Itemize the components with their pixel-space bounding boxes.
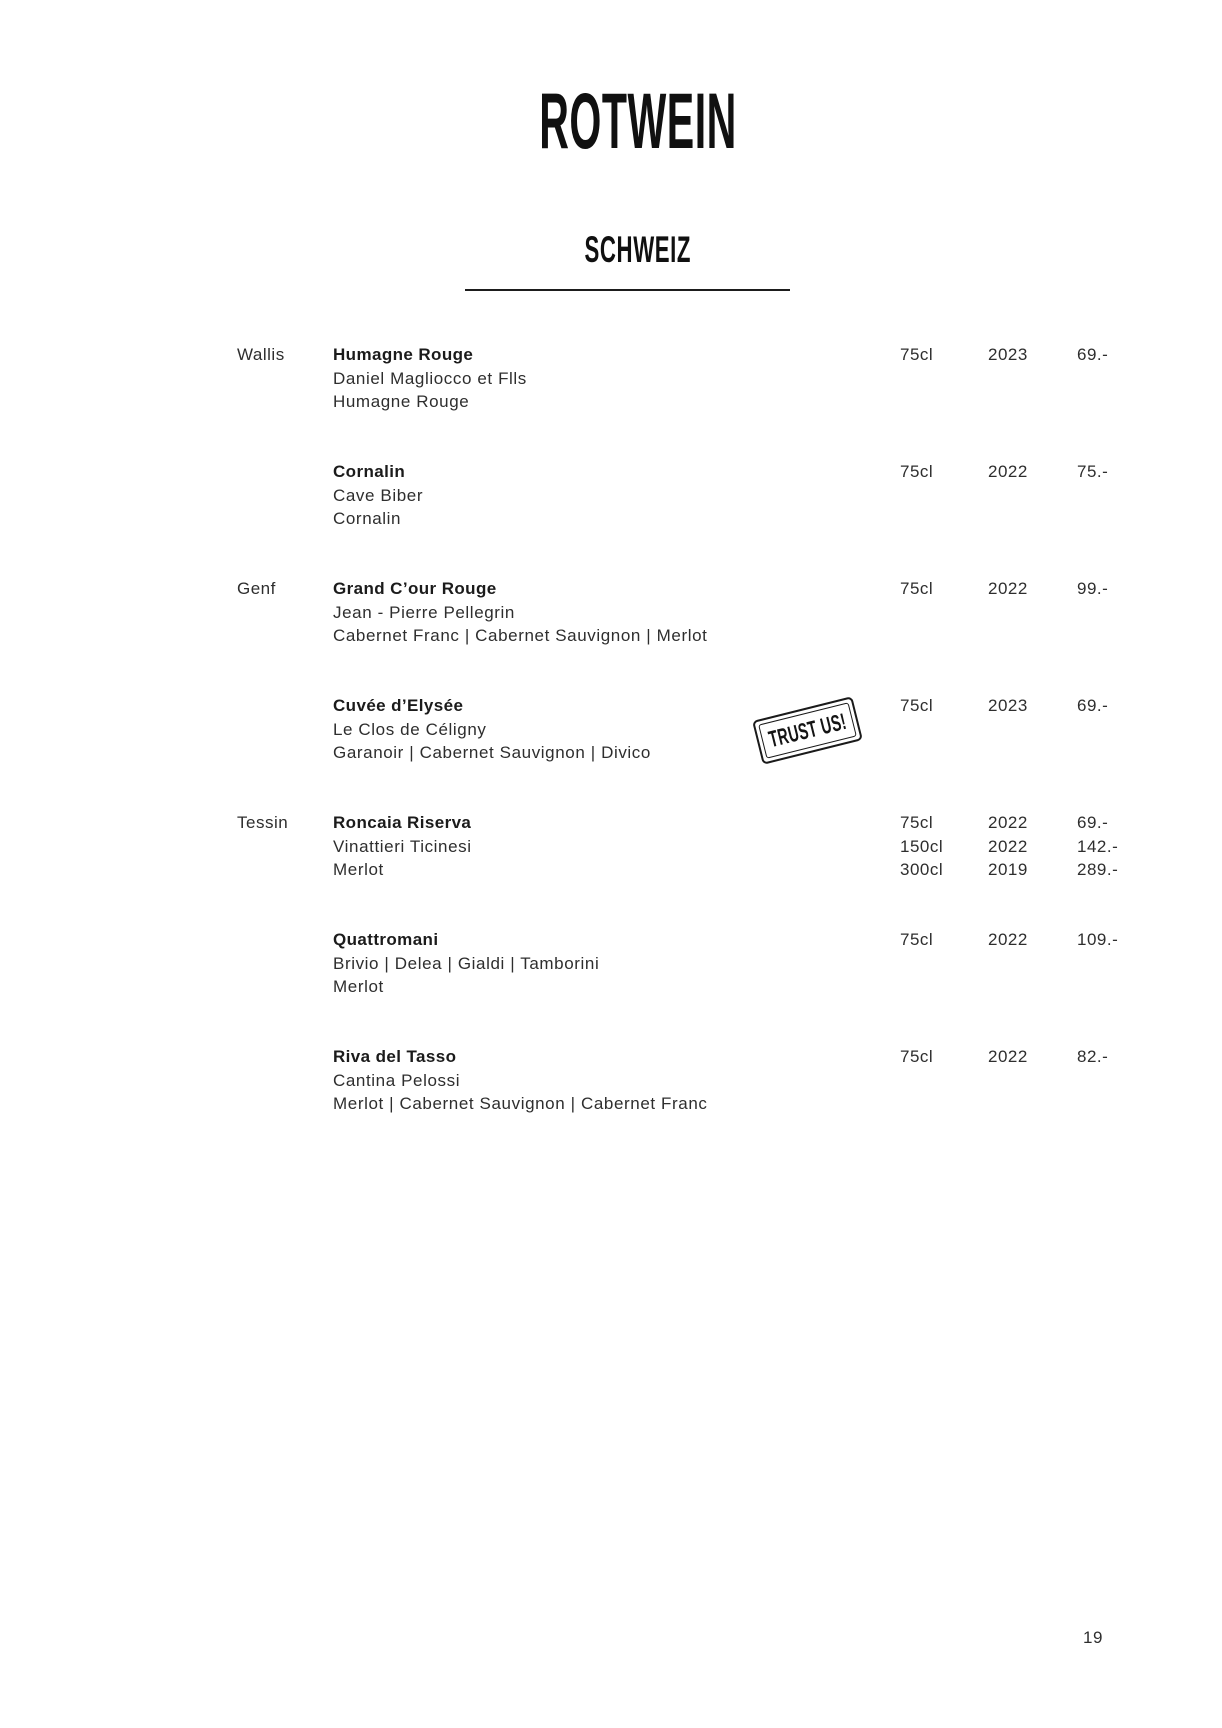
offer-price: 69.- bbox=[1077, 696, 1109, 715]
wine-producer: Daniel Magliocco et Flls bbox=[333, 368, 527, 388]
wine-offers bbox=[900, 343, 1222, 414]
page-number: 19 bbox=[1083, 1628, 1103, 1647]
region-label bbox=[237, 694, 333, 765]
wine-producer: Jean - Pierre Pellegrin bbox=[333, 602, 515, 622]
offer-size: 300cl bbox=[900, 860, 944, 879]
wine-grapes: Cabernet Franc | Cabernet Sauvignon | Merlot bbox=[333, 626, 708, 645]
wine-producer: Le Clos de Céligny bbox=[333, 719, 487, 739]
wine-producer: Cave Biber bbox=[333, 485, 424, 505]
offer-year: 2023 bbox=[988, 696, 1028, 715]
offer-price: 142.- bbox=[1077, 836, 1119, 856]
wine-name: Grand C’our Rouge bbox=[333, 579, 497, 598]
wine-grapes: Garanoir | Cabernet Sauvignon | Divico bbox=[333, 743, 651, 762]
page-subtitle: SCHWEIZ bbox=[584, 229, 692, 270]
wine-list bbox=[0, 343, 1222, 1162]
wine-name: Humagne Rouge bbox=[333, 345, 474, 364]
wine-offers bbox=[900, 694, 1222, 765]
offer-size: 75cl bbox=[900, 813, 934, 832]
offer-year: 2022 bbox=[988, 813, 1028, 832]
offer-size: 75cl bbox=[900, 345, 934, 364]
wine-grapes: Merlot bbox=[333, 977, 384, 996]
wine-producer: Vinattieri Ticinesi bbox=[333, 836, 472, 856]
offer-price: 69.- bbox=[1077, 813, 1109, 832]
wine-grapes: Merlot | Cabernet Sauvignon | Cabernet Franc bbox=[333, 1094, 708, 1113]
wine-producer: Cantina Pelossi bbox=[333, 1070, 461, 1090]
wine-offers bbox=[900, 1045, 1222, 1116]
offer-year: 2022 bbox=[988, 462, 1028, 481]
region-label bbox=[237, 460, 333, 531]
offer-year: 2023 bbox=[988, 345, 1028, 364]
wine-entry bbox=[0, 694, 1222, 811]
offer-size: 150cl bbox=[900, 836, 944, 856]
region-label bbox=[237, 928, 333, 999]
wine-details bbox=[333, 811, 900, 882]
wine-entry bbox=[0, 460, 1222, 577]
wine-entry bbox=[0, 811, 1222, 928]
wine-entry bbox=[0, 928, 1222, 1045]
region-label: Genf bbox=[237, 579, 276, 598]
offer-size: 75cl bbox=[900, 579, 934, 598]
wine-offers bbox=[900, 460, 1222, 531]
wine-offers bbox=[900, 577, 1222, 648]
wine-name: Cornalin bbox=[333, 462, 406, 481]
region-label bbox=[237, 1045, 333, 1116]
region-label: Wallis bbox=[237, 345, 285, 364]
wine-details bbox=[333, 343, 900, 414]
offer-size: 75cl bbox=[900, 930, 934, 949]
wine-details bbox=[333, 460, 900, 531]
subtitle-rule bbox=[465, 289, 790, 291]
wine-producer: Brivio | Delea | Gialdi | Tamborini bbox=[333, 953, 600, 973]
offer-price: 109.- bbox=[1077, 930, 1119, 949]
wine-offers bbox=[900, 811, 1222, 882]
wine-grapes: Merlot bbox=[333, 860, 384, 879]
wine-details bbox=[333, 1045, 900, 1116]
wine-details bbox=[333, 577, 900, 648]
offer-price: 69.- bbox=[1077, 345, 1109, 364]
trust-us-stamp-label: TRUST US! bbox=[765, 707, 849, 753]
wine-name: Cuvée d’Elysée bbox=[333, 696, 464, 715]
offer-price: 99.- bbox=[1077, 579, 1109, 598]
wine-grapes: Humagne Rouge bbox=[333, 392, 470, 411]
wine-name: Riva del Tasso bbox=[333, 1047, 457, 1066]
offer-price: 75.- bbox=[1077, 462, 1109, 481]
wine-offers bbox=[900, 928, 1222, 999]
wine-name: Quattromani bbox=[333, 930, 439, 949]
wine-entry bbox=[0, 343, 1222, 460]
wine-name: Roncaia Riserva bbox=[333, 813, 472, 832]
offer-year: 2022 bbox=[988, 579, 1028, 598]
offer-size: 75cl bbox=[900, 462, 934, 481]
offer-year: 2019 bbox=[988, 860, 1028, 879]
section-header bbox=[0, 231, 1222, 268]
offer-year: 2022 bbox=[988, 930, 1028, 949]
wine-entry bbox=[0, 1045, 1222, 1162]
offer-size: 75cl bbox=[900, 1047, 934, 1066]
offer-price: 289.- bbox=[1077, 860, 1119, 879]
offer-year: 2022 bbox=[988, 1047, 1028, 1066]
region-label: Tessin bbox=[237, 813, 289, 832]
page-title: ROTWEIN bbox=[539, 76, 737, 165]
offer-year: 2022 bbox=[988, 836, 1028, 856]
offer-price: 82.- bbox=[1077, 1047, 1109, 1066]
wine-details bbox=[333, 928, 900, 999]
page-header bbox=[0, 76, 1222, 165]
wine-entry bbox=[0, 577, 1222, 694]
wine-grapes: Cornalin bbox=[333, 509, 402, 528]
offer-size: 75cl bbox=[900, 696, 934, 715]
